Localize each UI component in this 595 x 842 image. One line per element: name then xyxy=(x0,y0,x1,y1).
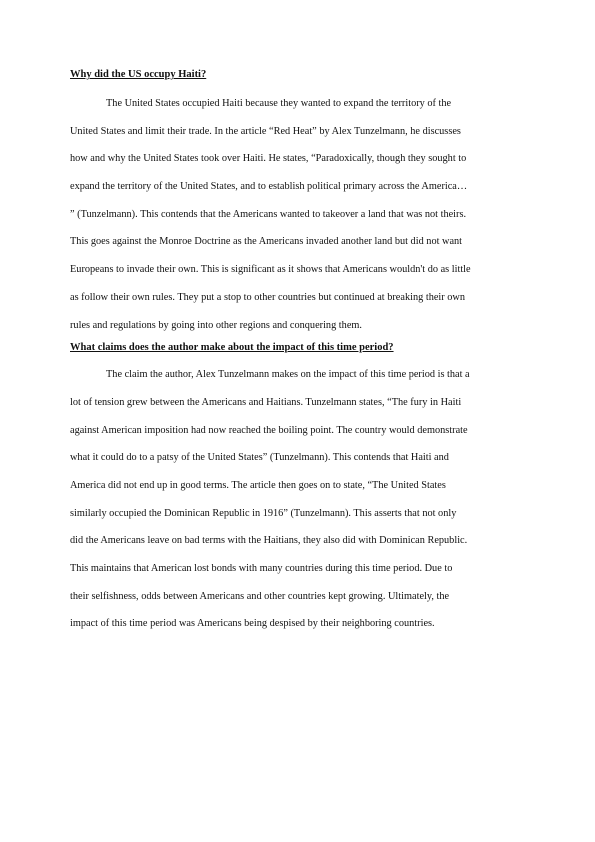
document-body xyxy=(70,66,530,638)
paragraph-line: ” (Tunzelmann). This contends that the Americans wanted to takeover a land that was not theirs. xyxy=(70,208,467,220)
paragraph-line: America did not end up in good terms. The article then goes on to state, “The United States xyxy=(70,479,446,491)
paragraph-impact xyxy=(70,361,530,638)
paragraph-line: their selfishness, odds between Americans and other countries kept growing. Ultimately, the xyxy=(70,590,450,602)
paragraph-line: The United States occupied Haiti because they wanted to expand the territory of the xyxy=(106,98,452,109)
paragraph-line: did the Americans leave on bad terms with the Haitians, they also did with Dominican Republic. xyxy=(70,535,468,547)
paragraph-line: against American imposition had now reached the boiling point. The country would demonstrate xyxy=(70,424,468,436)
section-heading-occupation: Why did the US occupy Haiti? xyxy=(70,69,207,80)
section-heading-impact: What claims does the author make about the impact of this time period? xyxy=(70,342,394,354)
paragraph-line: as follow their own rules. They put a stop to other countries but continued at breaking their own xyxy=(70,291,466,303)
paragraph-line: The claim the author, Alex Tunzelmann makes on the impact of this time period is that a xyxy=(106,369,470,381)
paragraph-line: This maintains that American lost bonds with many countries during this time period. Due to xyxy=(70,563,453,574)
paragraph-line: what it could do to a patsy of the United States” (Tunzelmann). This contends that Haiti and xyxy=(70,452,449,464)
paragraph-occupation xyxy=(70,90,530,339)
paragraph-line: rules and regulations by going into other regions and conquering them. xyxy=(70,319,362,331)
paragraph-line: impact of this time period was Americans being despised by their neighboring countries. xyxy=(70,618,435,630)
paragraph-line: United States and limit their trade. In the article “Red Heat” by Alex Tunzelmann, he discusses xyxy=(70,125,461,137)
paragraph-line: similarly occupied the Dominican Republic in 1916” (Tunzelmann). This asserts that not only xyxy=(70,507,457,519)
paragraph-line: Europeans to invade their own. This is significant as it shows that Americans wouldn't do as little xyxy=(70,264,471,276)
paragraph-line: how and why the United States took over Haiti. He states, “Paradoxically, though they sought to xyxy=(70,153,467,165)
paragraph-line: This goes against the Monroe Doctrine as the Americans invaded another land but did not want xyxy=(70,236,463,248)
paragraph-line: lot of tension grew between the Americans and Haitians. Tunzelmann states, “The fury in Haiti xyxy=(70,396,462,408)
paragraph-line: expand the territory of the United States, and to establish political primary across the America… xyxy=(70,181,468,193)
